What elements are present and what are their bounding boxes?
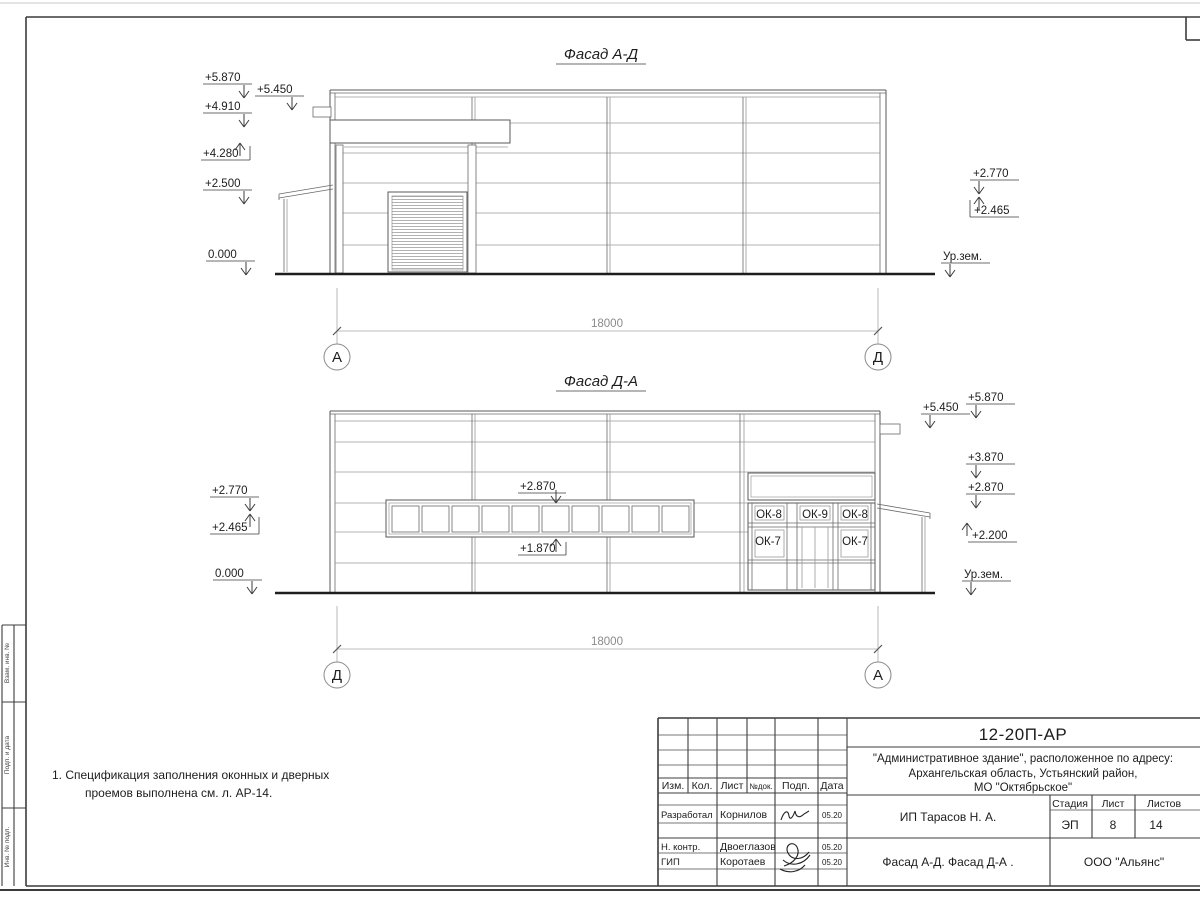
signature-flourish [780, 844, 810, 872]
drawing-note [52, 768, 329, 800]
sheet-label: Лист [1101, 798, 1125, 810]
facade-top-dimension [324, 288, 891, 370]
object-line1: "Административное здание", расположенное по адресу: [872, 753, 1174, 765]
facade-top-marks-left [201, 72, 304, 275]
axis-a-bottom: А [872, 667, 884, 684]
row-razrabotal: Разработал [661, 810, 713, 821]
date-razrabotal: 05.20 [821, 811, 843, 820]
stage-value: ЭП [1061, 818, 1079, 832]
window-label-ok7-left: ОК-7 [755, 536, 781, 548]
facade-bottom-marks-left [210, 485, 262, 594]
mark-4280: +4.280 [203, 148, 239, 160]
axis-d-top: Д [872, 349, 884, 366]
mark-2500: +2.500 [205, 178, 241, 190]
facade-top-canopy [279, 185, 333, 272]
mark-0000: 0.000 [208, 249, 237, 261]
stage-label: Стадия [1052, 798, 1088, 810]
side-stamp-label-vzam: Взам. инв. № [4, 642, 11, 684]
row-nkontr: Н. контр. [661, 842, 701, 853]
facade-bottom [210, 373, 1017, 688]
name-kornilov: Корнилов [720, 809, 768, 821]
sign-band [748, 473, 875, 500]
mark-b-0000: 0.000 [215, 568, 244, 580]
mark-b-2465: +2.465 [212, 522, 248, 534]
facade-top-entrance [330, 120, 510, 273]
facade-bottom-canopy [877, 424, 930, 592]
axis-d-bottom: Д [331, 667, 343, 684]
facade-bottom-marks-right [921, 392, 1017, 595]
object-line3: МО "Октябрьское" [973, 782, 1073, 794]
sheet-number: 8 [1109, 818, 1117, 832]
title-block [658, 718, 1200, 886]
col-list: Лист [720, 780, 744, 792]
col-data: Дата [820, 780, 844, 792]
facade-top-title: Фасад А-Д [563, 46, 639, 63]
mark-b-5450: +5.450 [923, 402, 959, 414]
dim-18000-top: 18000 [591, 318, 623, 330]
col-ndok: №док. [749, 782, 773, 791]
mark-1870: +1.870 [520, 543, 556, 555]
mark-2465: +2.465 [974, 205, 1010, 217]
doc-code: 12-20П-АР [978, 725, 1068, 744]
window-label-ok8-right: ОК-8 [842, 509, 868, 521]
facade-bottom-vent [880, 424, 900, 434]
signature-kornilov [781, 811, 809, 820]
mark-5450: +5.450 [257, 84, 293, 96]
mark-b-2870: +2.870 [968, 482, 1004, 494]
mark-b-2200: +2.200 [972, 530, 1008, 542]
object-line2: Архангельская область, Устьянский район, [908, 768, 1138, 780]
note-line2: проемов выполнена см. л. АР-14. [85, 786, 273, 800]
mark-ground-top: Ур.зем. [943, 251, 983, 263]
facade-top-vent [313, 107, 331, 117]
col-podp: Подп. [782, 780, 810, 792]
mark-b-2770: +2.770 [212, 485, 248, 497]
name-korotaev: Коротаев [720, 856, 766, 868]
dim-18000-bottom: 18000 [591, 636, 623, 648]
axis-a-top: А [331, 349, 343, 366]
sheets-total: 14 [1149, 818, 1163, 832]
side-stamp-label-podp: Подп. и дата [4, 735, 11, 775]
mark-5870: +5.870 [205, 72, 241, 84]
window-label-ok8-left: ОК-8 [756, 509, 782, 521]
side-stamp-label-inv: Инв. № подл. [4, 826, 11, 868]
mark-b-3870: +3.870 [968, 452, 1004, 464]
col-kol: Кол. [691, 780, 713, 792]
ribbon-window-band [386, 500, 694, 537]
mark-4910: +4.910 [205, 101, 241, 113]
date-nkontr: 05.20 [821, 843, 843, 852]
facade-top-marks-right [941, 168, 1019, 277]
side-stamp [2, 625, 26, 886]
col-izm: Изм. [661, 780, 685, 792]
mark-2870-band: +2.870 [520, 481, 556, 493]
row-gip: ГИП [661, 857, 680, 868]
window-label-ok9: ОК-9 [802, 509, 828, 521]
mark-2770: +2.770 [973, 168, 1009, 180]
facade-top [201, 46, 1019, 370]
entrance-glazing [748, 473, 875, 590]
window-label-ok7-right: ОК-7 [842, 536, 868, 548]
date-gip: 05.20 [821, 858, 843, 867]
facade-bottom-title: Фасад Д-А [563, 373, 639, 390]
mark-ground-bottom: Ур.зем. [964, 569, 1004, 581]
note-line1: 1. Спецификация заполнения оконных и дверных [52, 768, 330, 782]
sheets-label: Листов [1146, 798, 1182, 810]
client-name: ИП Тарасов Н. А. [899, 810, 997, 824]
mark-b-5870: +5.870 [968, 392, 1004, 404]
facade-bottom-dimension [324, 606, 891, 688]
name-dvoeglazov: Двоеглазов [720, 841, 776, 853]
sheet-name: Фасад А-Д. Фасад Д-А . [882, 855, 1014, 869]
company-name: ООО "Альянс" [1083, 855, 1165, 869]
